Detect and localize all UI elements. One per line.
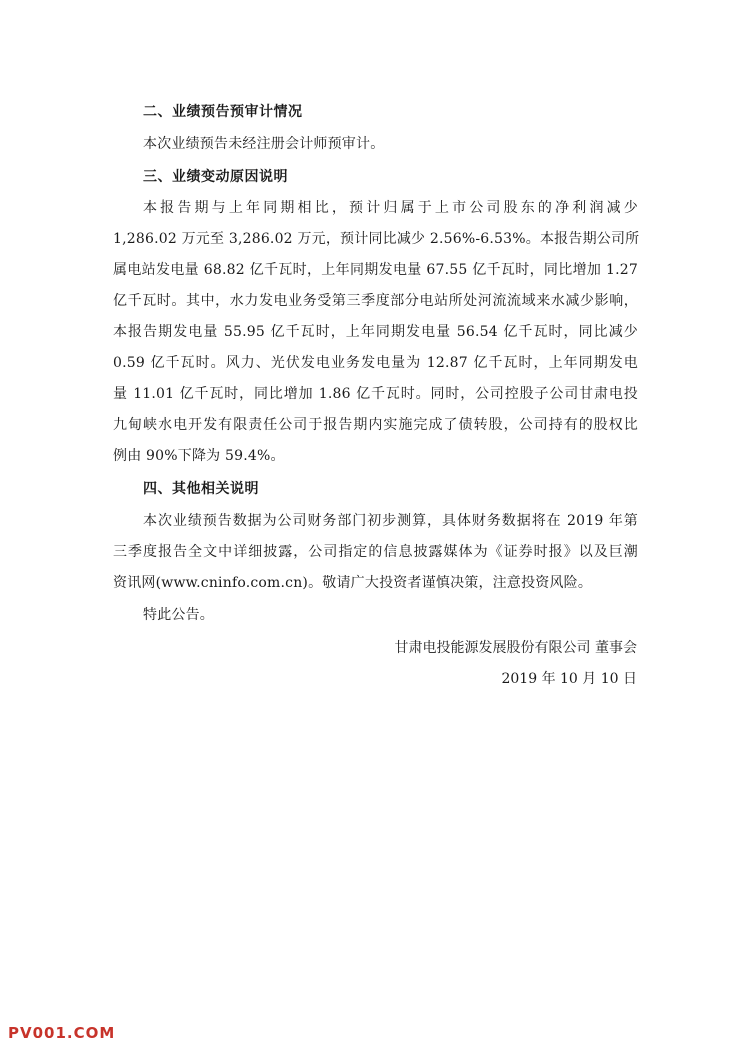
signature-date: 2019 年 10 月 10 日 bbox=[501, 671, 637, 687]
paragraph-line: 本次业绩预告数据为公司财务部门初步测算，具体财务数据将在 2019 年第 bbox=[143, 513, 638, 529]
paragraph-line: 九甸峡水电开发有限责任公司于报告期内实施完成了债转股，公司持有的股权比 bbox=[113, 417, 638, 433]
section-heading-other: 四、其他相关说明 bbox=[143, 481, 259, 497]
paragraph-line: 三季度报告全文中详细披露，公司指定的信息披露媒体为《证券时报》以及巨潮 bbox=[113, 544, 638, 560]
closing-text: 特此公告。 bbox=[143, 607, 214, 623]
paragraph-line: 0.59 亿千瓦时。风力、光伏发电业务发电量为 12.87 亿千瓦时，上年同期发电 bbox=[113, 355, 638, 371]
paragraph-line: 1,286.02 万元至 3,286.02 万元，预计同比减少 2.56%-6.53%。本报告期公司所 bbox=[113, 231, 640, 247]
watermark-text: PV001.COM bbox=[8, 1024, 116, 1042]
paragraph-line: 亿千瓦时。其中，水力发电业务受第三季度部分电站所处河流流域来水减少影响， bbox=[113, 293, 638, 309]
paragraph-line: 量 11.01 亿千瓦时，同比增加 1.86 亿千瓦时。同时，公司控股子公司甘肃电投 bbox=[113, 386, 638, 402]
signature-company: 甘肃电投能源发展股份有限公司 董事会 bbox=[394, 640, 637, 656]
paragraph-line: 资讯网(www.cninfo.com.cn)。敬请广大投资者谨慎决策，注意投资风险。 bbox=[113, 575, 593, 591]
section-heading-audit: 二、业绩预告预审计情况 bbox=[143, 104, 303, 120]
paragraph-line: 本报告期与上年同期相比，预计归属于上市公司股东的净利润减少 bbox=[143, 200, 638, 216]
section-heading-reasons: 三、业绩变动原因说明 bbox=[143, 169, 288, 185]
paragraph-line: 例由 90%下降为 59.4%。 bbox=[113, 448, 285, 464]
paragraph-line: 属电站发电量 68.82 亿千瓦时，上年同期发电量 67.55 亿千瓦时，同比增加 1.27 bbox=[113, 262, 638, 278]
paragraph-line: 本次业绩预告未经注册会计师预审计。 bbox=[143, 136, 385, 152]
paragraph-line: 本报告期发电量 55.95 亿千瓦时，上年同期发电量 56.54 亿千瓦时，同比减少 bbox=[113, 324, 638, 340]
